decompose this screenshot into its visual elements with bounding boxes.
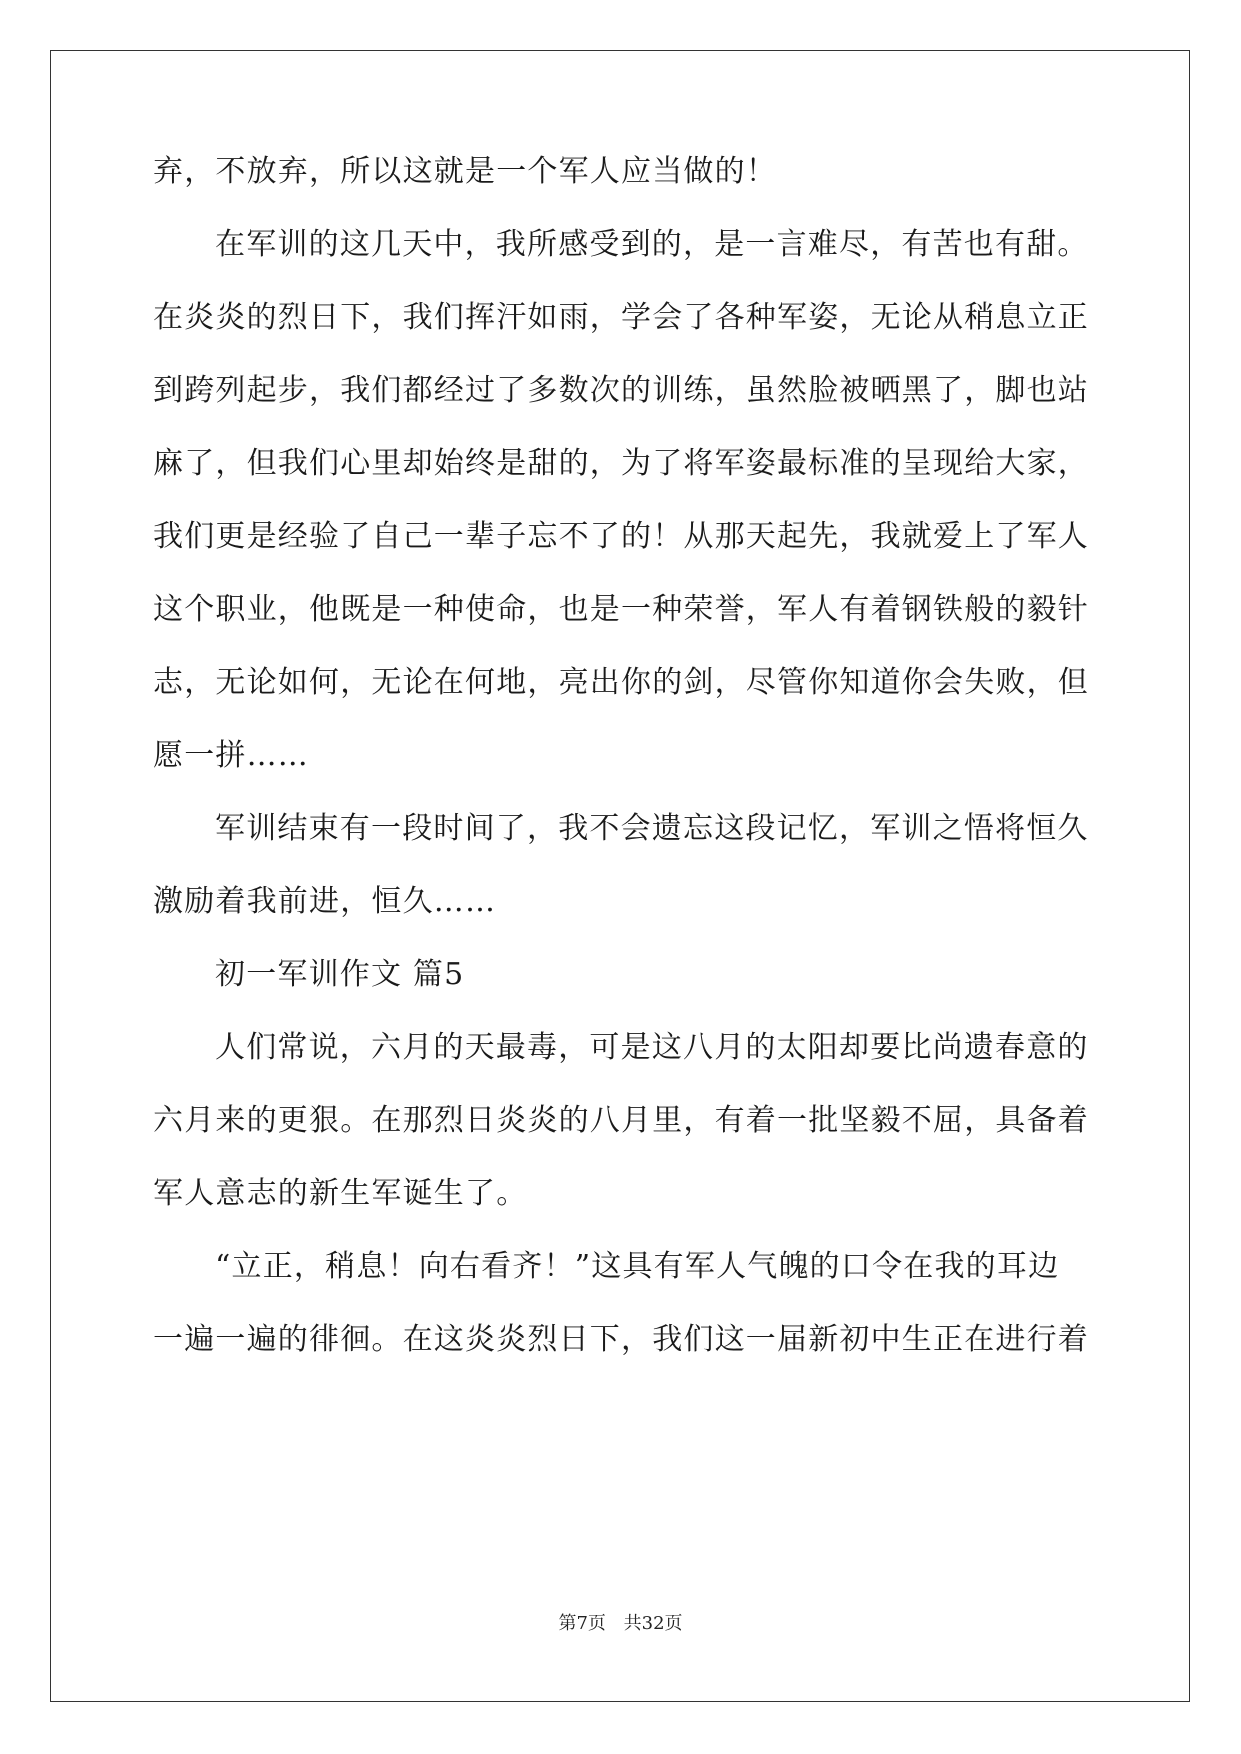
paragraph-start-line: 人们常说，六月的天最毒，可是这八月的太阳却要比尚遗春意的 [215,1030,1089,1065]
section-heading: 初一军训作文 篇5 [215,957,465,992]
text-line: 在炎炎的烈日下，我们挥汗如雨，学会了各种军姿，无论从稍息立正 [153,300,1089,335]
text-line: 弃，不放弃，所以这就是一个军人应当做的！ [153,154,777,189]
page-footer [0,1612,1241,1636]
text-line: 六月来的更狠。在那烈日炎炎的八月里，有着一批坚毅不屈，具备着 [153,1103,1089,1138]
page-total: 共32页 [623,1613,683,1634]
paragraph-start-line: “立正，稍息！向右看齐！”这具有军人气魄的口令在我的耳边 [215,1249,1060,1284]
text-line: 我们更是经验了自己一辈子忘不了的！从那天起先，我就爱上了军人 [153,519,1089,554]
text-line: 志，无论如何，无论在何地，亮出你的剑，尽管你知道你会失败，但 [153,665,1089,700]
text-line: 激励着我前进，恒久…… [153,884,497,919]
text-line: 愿一拼…… [153,738,309,773]
paragraph-start-line: 在军训的这几天中，我所感受到的，是一言难尽，有苦也有甜。 [215,227,1089,262]
text-line: 这个职业，他既是一种使命，也是一种荣誉，军人有着钢铁般的毅针 [153,592,1089,627]
text-line: 到跨列起步，我们都经过了多数次的训练，虽然脸被晒黑了，脚也站 [153,373,1089,408]
paragraph-start-line: 军训结束有一段时间了，我不会遗忘这段记忆，军训之悟将恒久 [215,811,1089,846]
text-line: 一遍一遍的徘徊。在这炎炎烈日下，我们这一届新初中生正在进行着 [153,1322,1089,1357]
text-line: 麻了，但我们心里却始终是甜的，为了将军姿最标准的呈现给大家， [153,446,1089,481]
page-number: 第7页 [558,1613,606,1634]
text-line: 军人意志的新生军诞生了。 [153,1176,528,1211]
